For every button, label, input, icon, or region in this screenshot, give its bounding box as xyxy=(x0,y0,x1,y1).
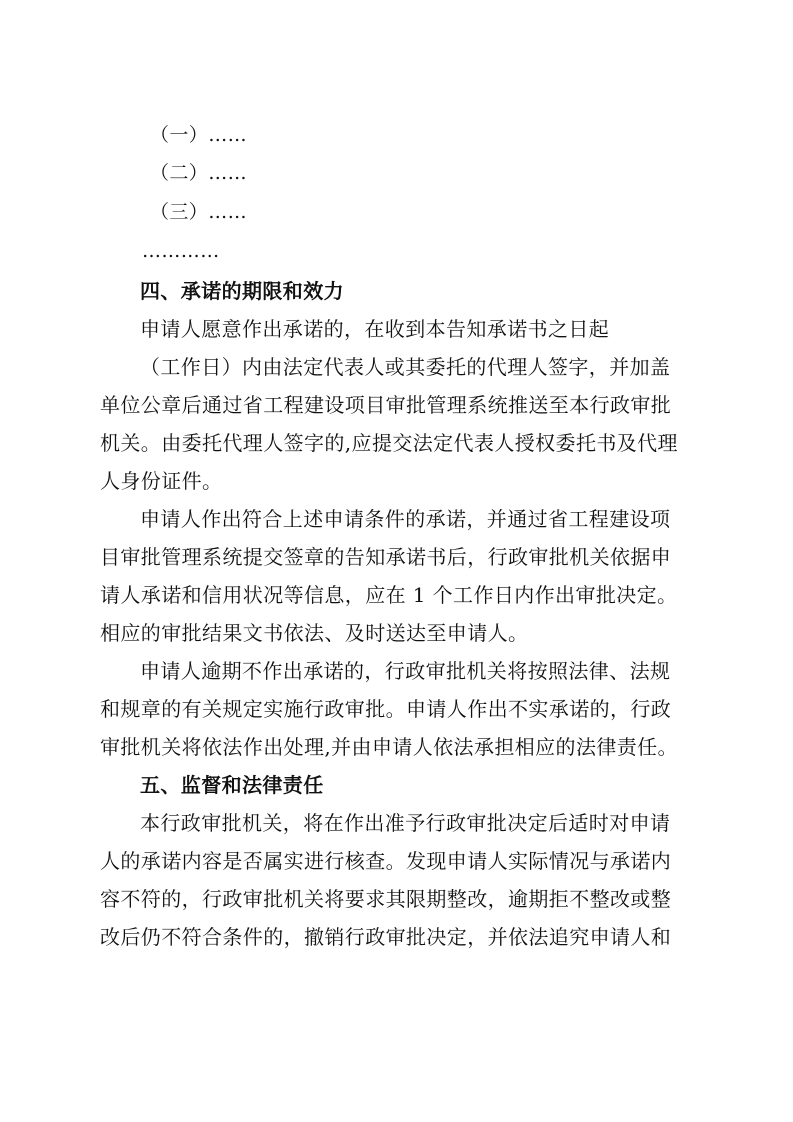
paragraph-line: 容不符的，行政审批机关将要求其限期整改，逾期拒不整改或整 xyxy=(100,887,672,911)
paragraph-line: 改后仍不符合条件的，撤销行政审批决定，并依法追究申请人和 xyxy=(100,925,672,949)
list-item-3: （三）…… xyxy=(150,201,248,223)
paragraph-line: 目审批管理系统提交签章的告知承诺书后，行政审批机关依据申 xyxy=(100,545,672,569)
ellipsis-line: ………… xyxy=(142,240,220,262)
paragraph-line: 申请人逾期不作出承诺的，行政审批机关将按照法律、法规 xyxy=(140,659,671,683)
paragraph-line: 相应的审批结果文书依法、及时送达至申请人。 xyxy=(100,621,529,645)
paragraph-line: 请人承诺和信用状况等信息，应在 1 个工作日内作出审批决定。 xyxy=(100,583,678,607)
paragraph-line: （工作日）内由法定代表人或其委托的代理人签字，并加盖 xyxy=(140,355,671,379)
section-4-heading: 四、承诺的期限和效力 xyxy=(140,279,344,303)
paragraph-line: 申请人愿意作出承诺的，在收到本告知承诺书之日起 xyxy=(140,317,610,341)
paragraph-line: 申请人作出符合上述申请条件的承诺，并通过省工程建设项 xyxy=(140,507,671,531)
section-5-heading: 五、监督和法律责任 xyxy=(140,773,324,797)
list-item-1: （一）…… xyxy=(150,124,248,146)
paragraph-line: 人的承诺内容是否属实进行核查。发现申请人实际情况与承诺内 xyxy=(100,849,672,873)
paragraph-line: 审批机关将依法作出处理,并由申请人依法承担相应的法律责任。 xyxy=(100,735,678,759)
paragraph-line: 机关。由委托代理人签字的,应提交法定代表人授权委托书及代理 xyxy=(100,431,678,455)
list-item-2: （二）…… xyxy=(150,162,248,184)
paragraph-line: 单位公章后通过省工程建设项目审批管理系统推送至本行政审批 xyxy=(100,393,672,417)
paragraph-line: 人身份证件。 xyxy=(100,469,223,493)
paragraph-line: 本行政审批机关，将在作出准予行政审批决定后适时对申请 xyxy=(140,811,671,835)
paragraph-line: 和规章的有关规定实施行政审批。申请人作出不实承诺的，行政 xyxy=(100,697,672,721)
